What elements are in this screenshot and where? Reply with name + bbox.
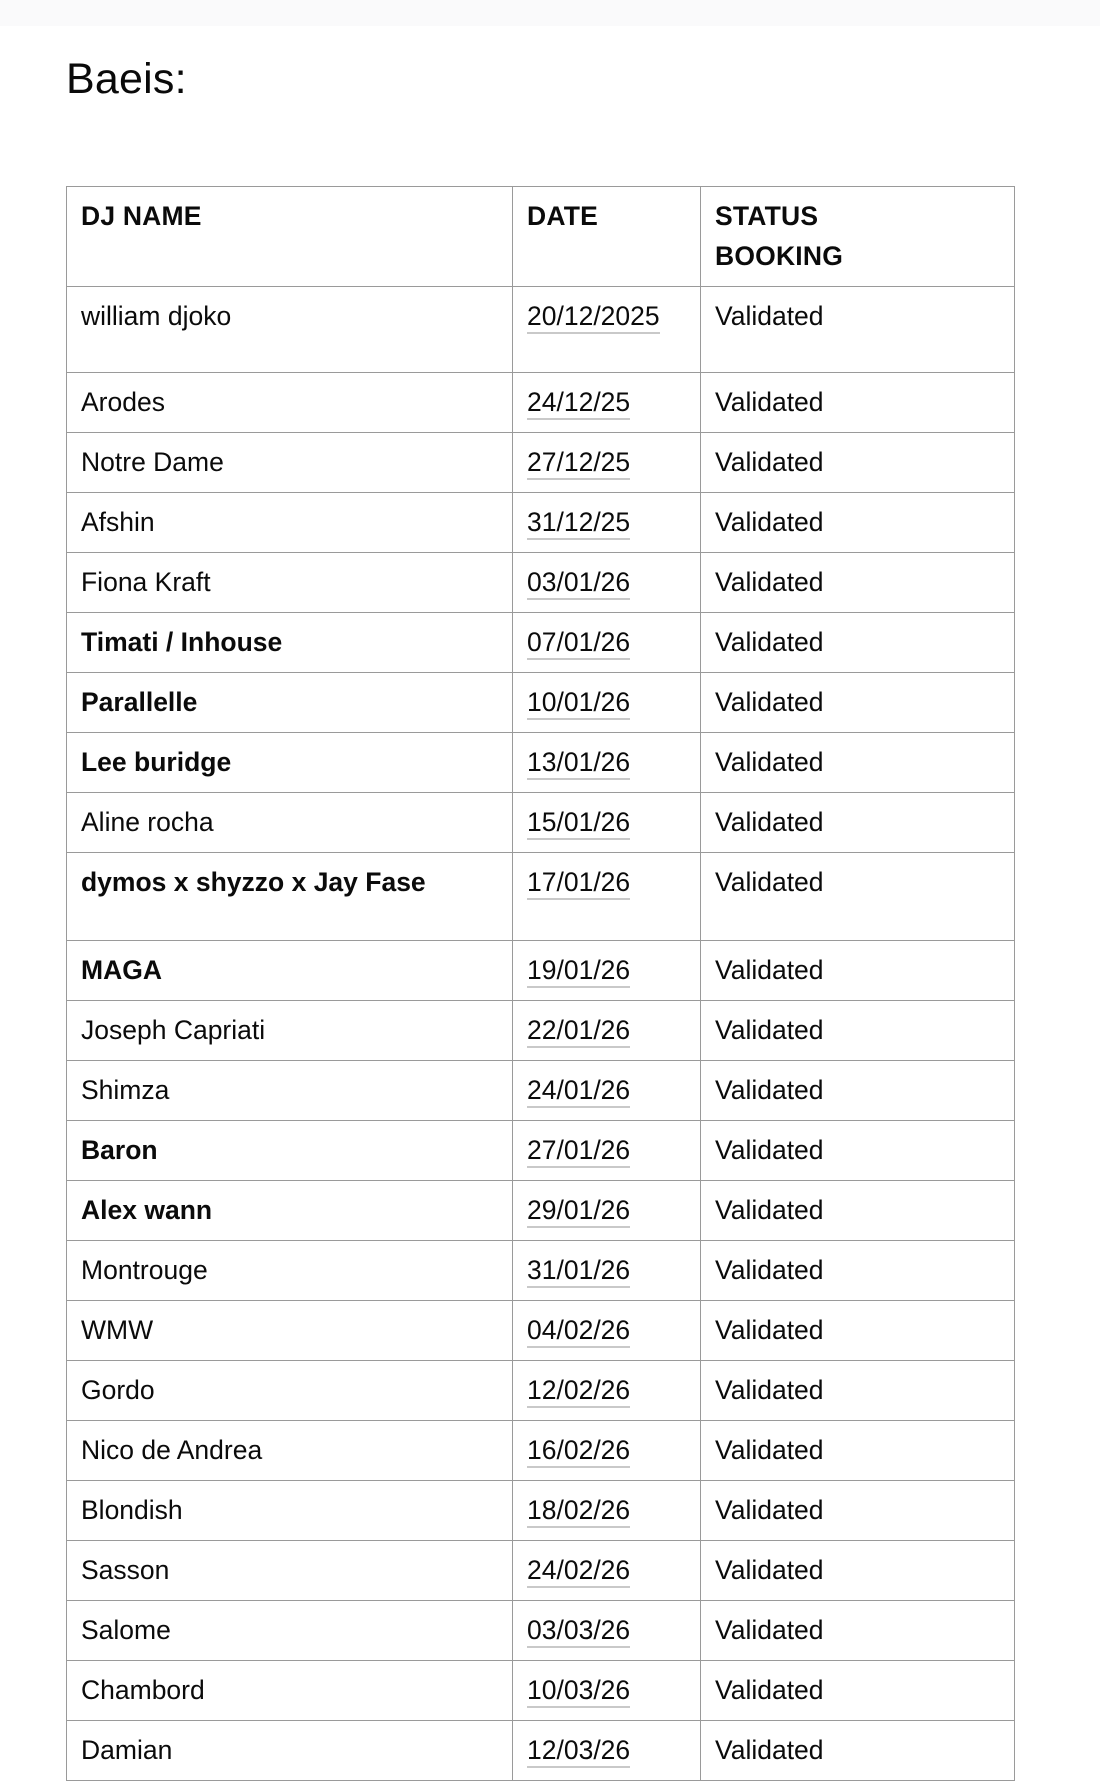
cell-date xyxy=(513,1601,701,1661)
column-header-status-line-1: STATUS xyxy=(715,201,819,231)
date-value: 12/02/26 xyxy=(527,1375,630,1408)
cell-date xyxy=(513,1301,701,1361)
table-row[interactable] xyxy=(67,287,1015,373)
date-value: 10/03/26 xyxy=(527,1675,630,1708)
table-body xyxy=(67,287,1015,1781)
cell-date xyxy=(513,1181,701,1241)
cell-dj-name: william djoko xyxy=(67,287,513,373)
cell-dj-name: dymos x shyzzo x Jay Fase xyxy=(67,853,513,941)
cell-status-booking: Validated xyxy=(701,1661,1015,1721)
date-value: 24/01/26 xyxy=(527,1075,630,1108)
table-row[interactable] xyxy=(67,673,1015,733)
cell-dj-name: Fiona Kraft xyxy=(67,553,513,613)
cell-date xyxy=(513,733,701,793)
table-row[interactable] xyxy=(67,553,1015,613)
cell-status-booking: Validated xyxy=(701,1541,1015,1601)
cell-dj-name: Notre Dame xyxy=(67,433,513,493)
table-row[interactable] xyxy=(67,1481,1015,1541)
date-value: 15/01/26 xyxy=(527,807,630,840)
cell-status-booking: Validated xyxy=(701,1421,1015,1481)
cell-status-booking: Validated xyxy=(701,1181,1015,1241)
date-value: 19/01/26 xyxy=(527,955,630,988)
cell-status-booking: Validated xyxy=(701,1001,1015,1061)
cell-status-booking: Validated xyxy=(701,613,1015,673)
column-header-date[interactable]: DATE xyxy=(513,187,701,287)
table-header xyxy=(67,187,1015,287)
cell-dj-name: Salome xyxy=(67,1601,513,1661)
cell-status-booking: Validated xyxy=(701,1481,1015,1541)
column-header-dj-name[interactable]: DJ NAME xyxy=(67,187,513,287)
table-row[interactable] xyxy=(67,793,1015,853)
cell-date xyxy=(513,793,701,853)
table-row[interactable] xyxy=(67,1181,1015,1241)
table-row[interactable] xyxy=(67,941,1015,1001)
cell-dj-name: Damian xyxy=(67,1721,513,1781)
cell-status-booking: Validated xyxy=(701,1601,1015,1661)
cell-date xyxy=(513,853,701,941)
cell-status-booking: Validated xyxy=(701,493,1015,553)
table-row[interactable] xyxy=(67,1421,1015,1481)
cell-status-booking: Validated xyxy=(701,373,1015,433)
cell-dj-name: Joseph Capriati xyxy=(67,1001,513,1061)
cell-dj-name: WMW xyxy=(67,1301,513,1361)
cell-date xyxy=(513,941,701,1001)
page-title: Baeis: xyxy=(66,55,187,103)
cell-status-booking: Validated xyxy=(701,1721,1015,1781)
cell-status-booking: Validated xyxy=(701,1241,1015,1301)
cell-date xyxy=(513,673,701,733)
table-header-row xyxy=(67,187,1015,287)
table-row[interactable] xyxy=(67,1361,1015,1421)
table-row[interactable] xyxy=(67,373,1015,433)
cell-dj-name: Aline rocha xyxy=(67,793,513,853)
table-row[interactable] xyxy=(67,1301,1015,1361)
date-value: 04/02/26 xyxy=(527,1315,630,1348)
date-value: 03/01/26 xyxy=(527,567,630,600)
cell-date xyxy=(513,1541,701,1601)
date-value: 29/01/26 xyxy=(527,1195,630,1228)
date-value: 13/01/26 xyxy=(527,747,630,780)
column-header-status-line-2: BOOKING xyxy=(715,241,844,271)
cell-date xyxy=(513,1121,701,1181)
cell-dj-name: Arodes xyxy=(67,373,513,433)
date-value: 27/01/26 xyxy=(527,1135,630,1168)
cell-dj-name: Chambord xyxy=(67,1661,513,1721)
cell-dj-name: Afshin xyxy=(67,493,513,553)
cell-date xyxy=(513,1001,701,1061)
cell-dj-name: MAGA xyxy=(67,941,513,1001)
booking-table xyxy=(66,186,1015,1781)
cell-date xyxy=(513,1061,701,1121)
table-row[interactable] xyxy=(67,433,1015,493)
date-value: 27/12/25 xyxy=(527,447,630,480)
cell-status-booking: Validated xyxy=(701,287,1015,373)
table-row[interactable] xyxy=(67,613,1015,673)
table-row[interactable] xyxy=(67,1721,1015,1781)
cell-dj-name: Sasson xyxy=(67,1541,513,1601)
cell-date xyxy=(513,433,701,493)
cell-date xyxy=(513,553,701,613)
cell-date xyxy=(513,373,701,433)
cell-dj-name: Parallelle xyxy=(67,673,513,733)
table-row[interactable] xyxy=(67,733,1015,793)
cell-status-booking: Validated xyxy=(701,941,1015,1001)
cell-date xyxy=(513,287,701,373)
table-row[interactable] xyxy=(67,1061,1015,1121)
cell-dj-name: Blondish xyxy=(67,1481,513,1541)
cell-status-booking: Validated xyxy=(701,433,1015,493)
cell-dj-name: Gordo xyxy=(67,1361,513,1421)
cell-status-booking: Validated xyxy=(701,1061,1015,1121)
cell-dj-name: Timati / Inhouse xyxy=(67,613,513,673)
cell-dj-name: Shimza xyxy=(67,1061,513,1121)
cell-status-booking: Validated xyxy=(701,1121,1015,1181)
table-row[interactable] xyxy=(67,493,1015,553)
cell-date xyxy=(513,613,701,673)
date-value: 07/01/26 xyxy=(527,627,630,660)
booking-table-container xyxy=(66,186,1014,1781)
table-row[interactable] xyxy=(67,1121,1015,1181)
table-row[interactable] xyxy=(67,853,1015,941)
cell-date xyxy=(513,1481,701,1541)
table-row[interactable] xyxy=(67,1661,1015,1721)
cell-date xyxy=(513,1421,701,1481)
date-value: 22/01/26 xyxy=(527,1015,630,1048)
cell-date xyxy=(513,1721,701,1781)
cell-status-booking: Validated xyxy=(701,733,1015,793)
cell-dj-name: Lee buridge xyxy=(67,733,513,793)
table-row[interactable] xyxy=(67,1241,1015,1301)
cell-status-booking: Validated xyxy=(701,553,1015,613)
date-value: 18/02/26 xyxy=(527,1495,630,1528)
cell-date xyxy=(513,1661,701,1721)
date-value: 24/02/26 xyxy=(527,1555,630,1588)
date-value: 12/03/26 xyxy=(527,1735,630,1768)
table-row[interactable] xyxy=(67,1601,1015,1661)
cell-date xyxy=(513,493,701,553)
date-value: 17/01/26 xyxy=(527,867,630,900)
cell-dj-name: Alex wann xyxy=(67,1181,513,1241)
cell-status-booking: Validated xyxy=(701,1301,1015,1361)
date-value: 31/12/25 xyxy=(527,507,630,540)
date-value: 03/03/26 xyxy=(527,1615,630,1648)
cell-dj-name: Baron xyxy=(67,1121,513,1181)
date-value: 20/12/2025 xyxy=(527,301,660,334)
date-value: 16/02/26 xyxy=(527,1435,630,1468)
column-header-status-booking[interactable] xyxy=(701,187,1015,287)
date-value: 31/01/26 xyxy=(527,1255,630,1288)
cell-status-booking: Validated xyxy=(701,673,1015,733)
cell-status-booking: Validated xyxy=(701,853,1015,941)
date-value: 24/12/25 xyxy=(527,387,630,420)
cell-dj-name: Nico de Andrea xyxy=(67,1421,513,1481)
cell-date xyxy=(513,1361,701,1421)
cell-date xyxy=(513,1241,701,1301)
cell-status-booking: Validated xyxy=(701,1361,1015,1421)
cell-status-booking: Validated xyxy=(701,793,1015,853)
date-value: 10/01/26 xyxy=(527,687,630,720)
table-row[interactable] xyxy=(67,1001,1015,1061)
table-row[interactable] xyxy=(67,1541,1015,1601)
cell-dj-name: Montrouge xyxy=(67,1241,513,1301)
